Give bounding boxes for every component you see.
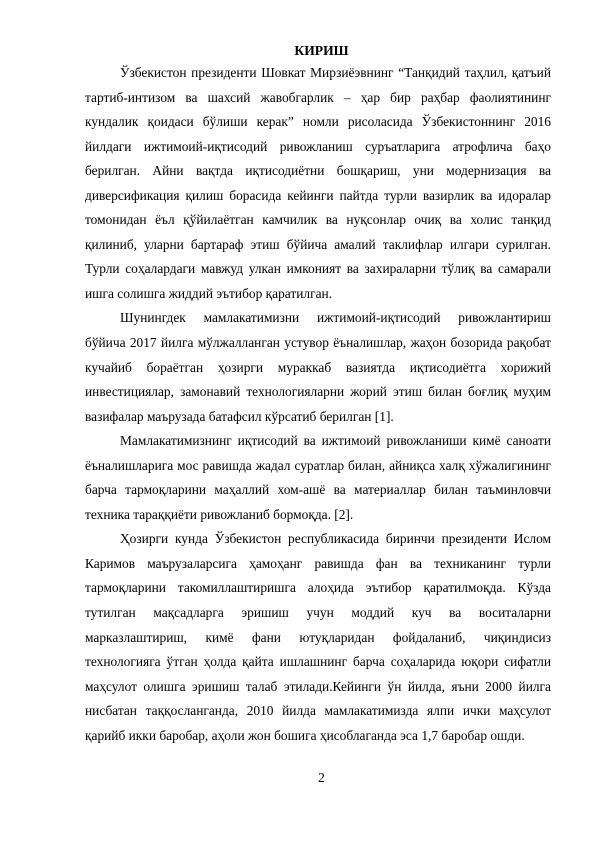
page-number: 2 [318, 770, 325, 785]
paragraph-2: Шунингдек мамлакатимизни ижтимоий-иқтисодий ривожлантириш бўйича 2017 йилга мўлжалланган устувор ёъналишлар, жаҳон бозорида рақобат кучайиб бораётган ҳозирги мураккаб вазиятда иқтисодиётга хорижий инвестициялар, замонавий технологияларни жорий этиш билан боғлиқ муҳим вазифалар маърузада батафсил кўрсатиб берилган [1]. [85, 310, 551, 424]
page-title: КИРИШ [294, 43, 349, 58]
paragraph-1: Ўзбекистон президенти Шовкат Мирзиёэвнинг “Танқидий таҳлил, қатъий тартиб-интизом ва шахсий жавобгарлик – ҳар бир раҳбар фаолиятининг кундалик қоидаси бўлиши керак” номли рисоласида Ўзбекистоннинг 2016 йилдаги ижтимоий-иқтисодий ривожланиш суръатларига атрофлича баҳо берилган. Айни вақтда иқтисодиётни бошқариш, уни модернизация ва диверсификация қилиш борасида кейинги пайтда турли вазирлик ва идоралар томонидан ёъл қўйилаётган камчилик ва нуқсонлар очиқ ва холис танқид қилиниб, уларни бартараф этиш бўйича амалий таклифлар илгари сурилган. Турли соҳалардаги мавжуд улкан имконият ва захираларни тўлиқ ва самарали ишга солишга жиддий эътибор қаратилган. [85, 65, 551, 301]
paragraph-4: Ҳозирги кунда Ўзбекистон республикасида биринчи президенти Ислом Каримов маърузаларсига ҳамоҳанг равишда фан ва техниканинг турли тармоқларини такомиллаштиришга алоҳида эътибор қаратилмоқда. Кўзда тутилган мақсадларга эришиш учун моддий куч ва воситаларни марказлаштириш, кимё фани ютуқларидан фойдаланиб, чиқиндисиз технологияга ўтган ҳолда қайта ишлашнинг барча соҳаларида юқори сифатли маҳсулот олишга эришиш талаб этилади.Кейинги ўн йилда, яъни 2000 йилга нисбатан таққосланганда, 2010 йилда мамлакатимизда ялпи ички маҳсулот қарийб икки баробар, аҳоли жон бошига ҳисоблаганда эса 1,7 баробар ошди. [85, 531, 551, 743]
body-text [85, 61, 551, 748]
paragraph-3: Мамлакатимизнинг иқтисодий ва ижтимоий ривожланиши кимё саноати ёъналишларига мос равишда жадал суратлар билан, айниқса халқ хўжалигининг барча тармоқларини маҳаллий хом-ашё ва материаллар билан таъминловчи техника тараққиёти ривожланиб бормоқда. [2]. [85, 433, 551, 522]
